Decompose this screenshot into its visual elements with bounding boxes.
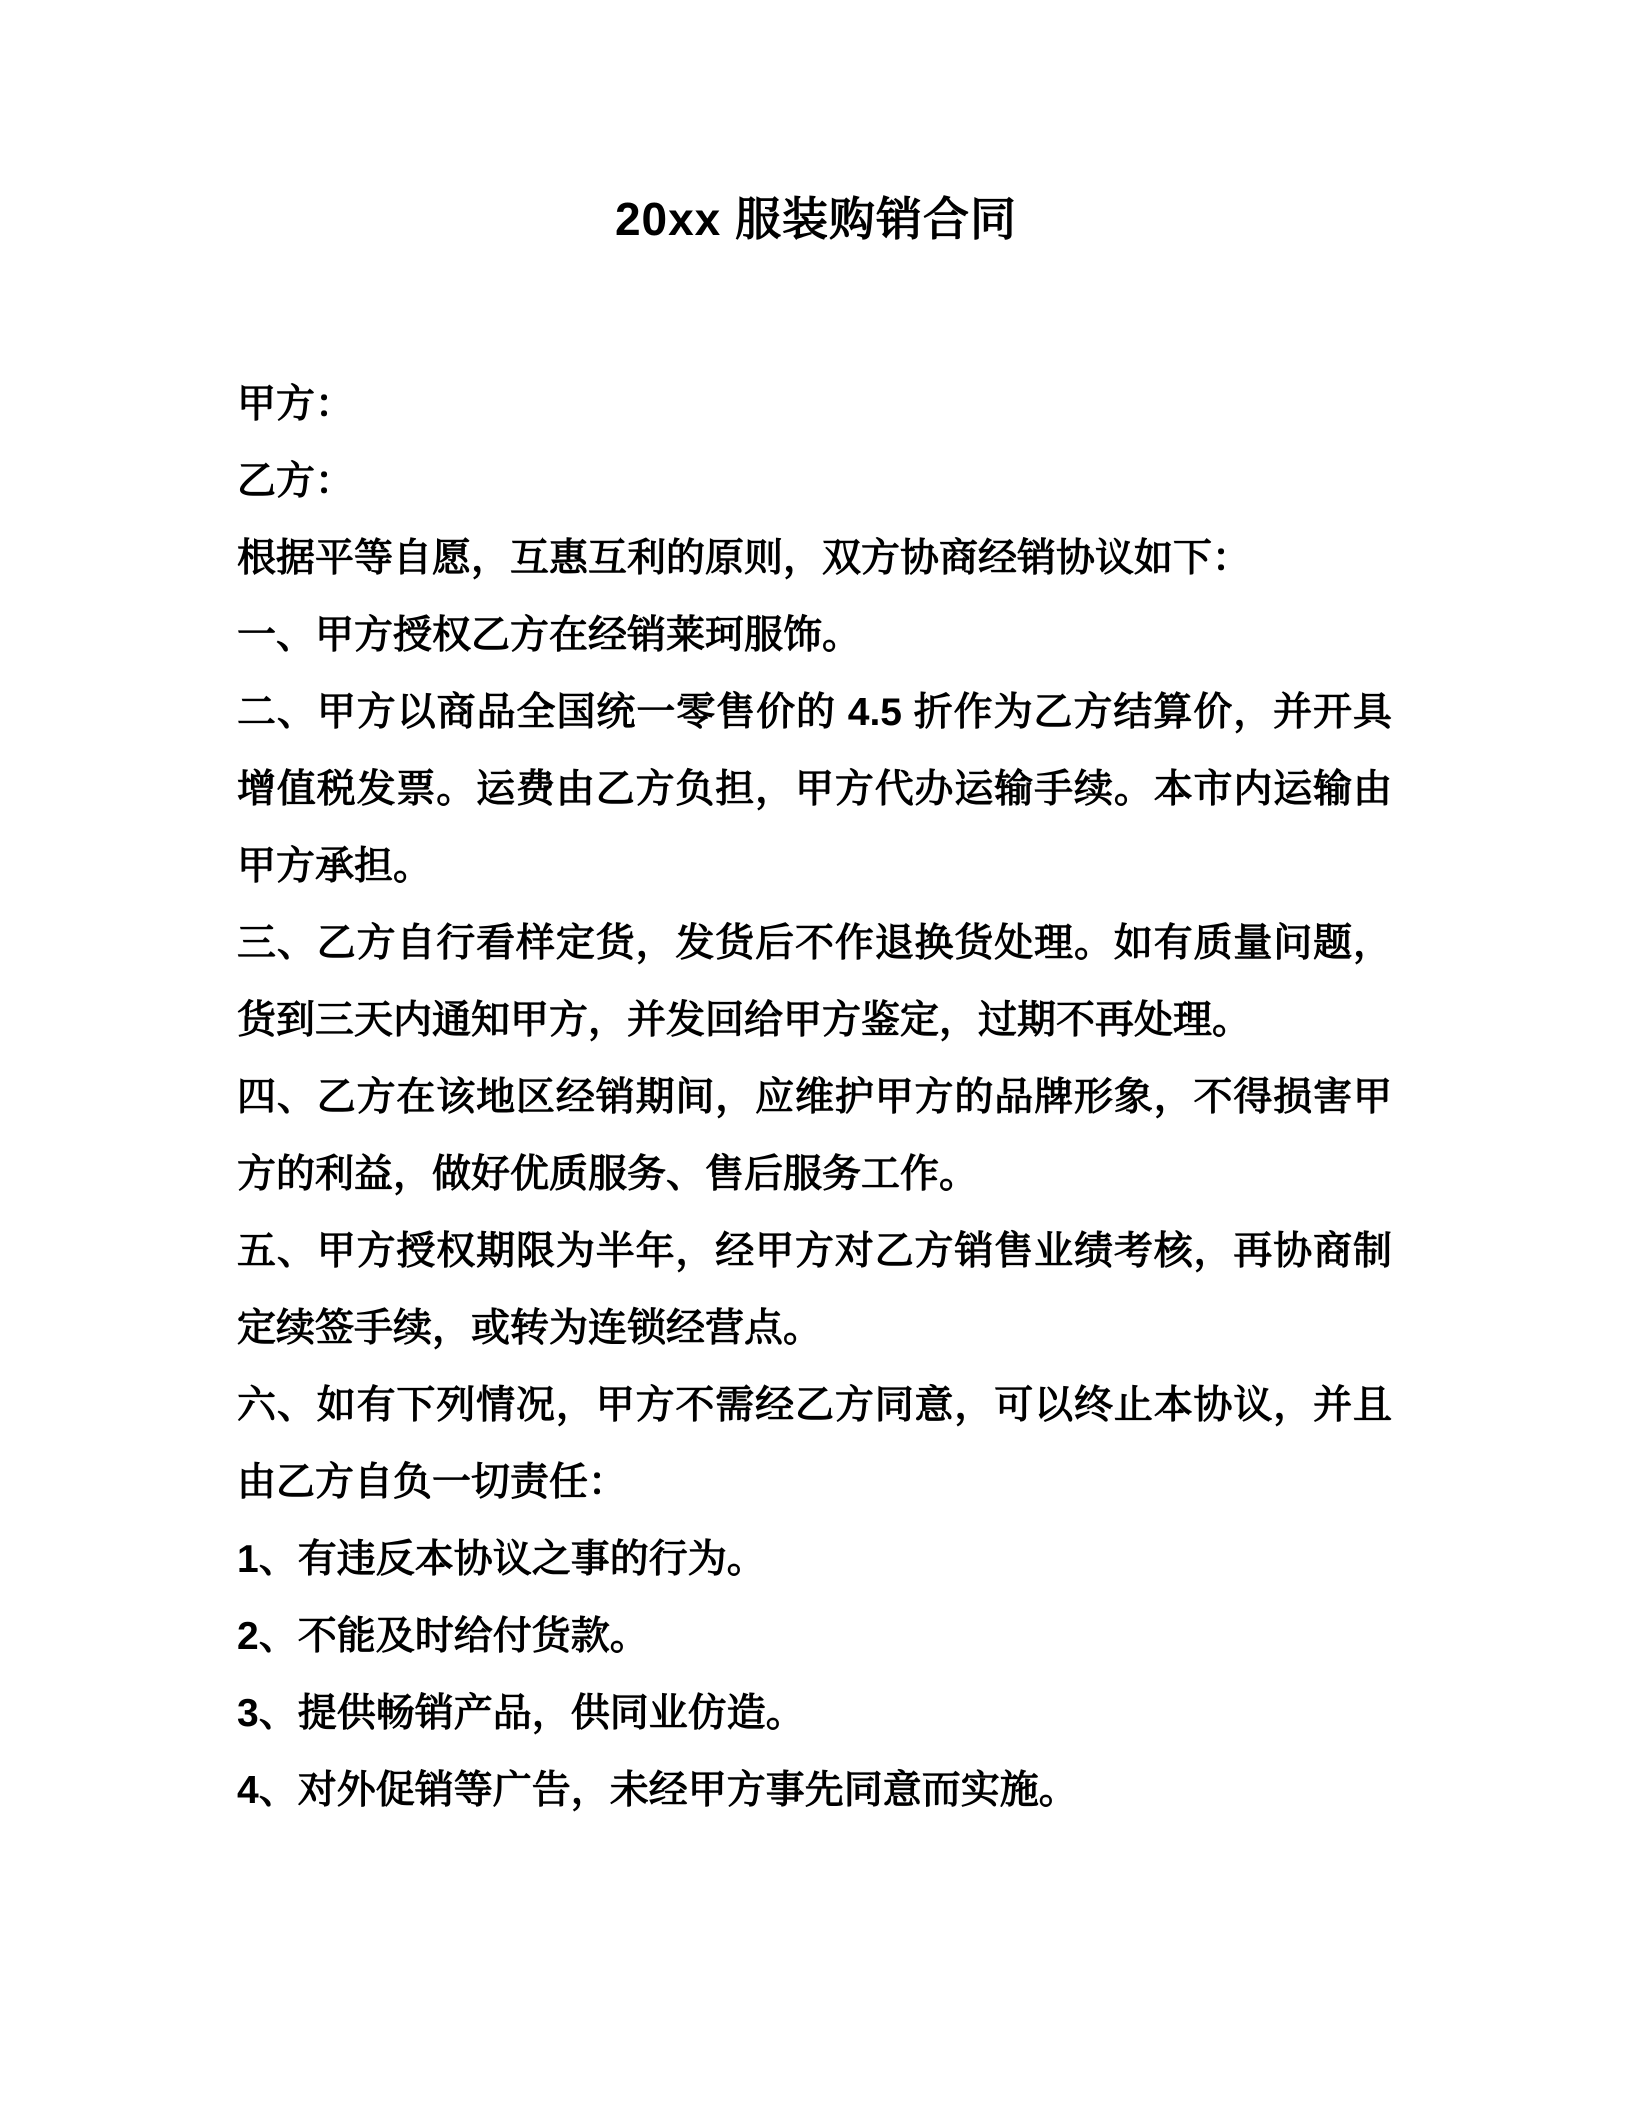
paragraph-party-b: 乙方： bbox=[237, 460, 355, 503]
paragraph-subitem-3: 3、提供畅销产品，供同业仿造。 bbox=[237, 1692, 805, 1735]
paragraph-subitem-4: 4、对外促销等广告，未经甲方事先同意而实施。 bbox=[237, 1769, 1078, 1812]
paragraph-subitem-1: 1、有违反本协议之事的行为。 bbox=[237, 1538, 766, 1581]
paragraph-clause-4: 四、乙方在该地区经销期间，应维护甲方的品牌形象，不得损害甲方的利益，做好优质服务、售后服务工作。 bbox=[237, 1076, 1392, 1196]
document-body bbox=[237, 366, 1392, 1829]
paragraph-party-a: 甲方： bbox=[237, 383, 355, 426]
paragraph-clause-2: 二、甲方以商品全国统一零售价的 4.5 折作为乙方结算价，并开具增值税发票。运费由乙方负担，甲方代办运输手续。本市内运输由甲方承担。 bbox=[237, 691, 1392, 888]
paragraph-subitem-2: 2、不能及时给付货款。 bbox=[237, 1615, 649, 1658]
paragraph-preamble: 根据平等自愿，互惠互利的原则，双方协商经销协议如下： bbox=[237, 537, 1252, 580]
paragraph-clause-3: 三、乙方自行看样定货，发货后不作退换货处理。如有质量问题，货到三天内通知甲方，并发回给甲方鉴定，过期不再处理。 bbox=[237, 922, 1392, 1042]
page-title: 20xx 服装购销合同 bbox=[614, 193, 1018, 245]
paragraph-clause-5: 五、甲方授权期限为半年，经甲方对乙方销售业绩考核，再协商制定续签手续，或转为连锁经营点。 bbox=[237, 1230, 1392, 1350]
paragraph-clause-1: 一、甲方授权乙方在经销莱珂服饰。 bbox=[237, 614, 862, 657]
paragraph-clause-6: 六、如有下列情况，甲方不需经乙方同意，可以终止本协议，并且由乙方自负一切责任： bbox=[237, 1384, 1392, 1504]
